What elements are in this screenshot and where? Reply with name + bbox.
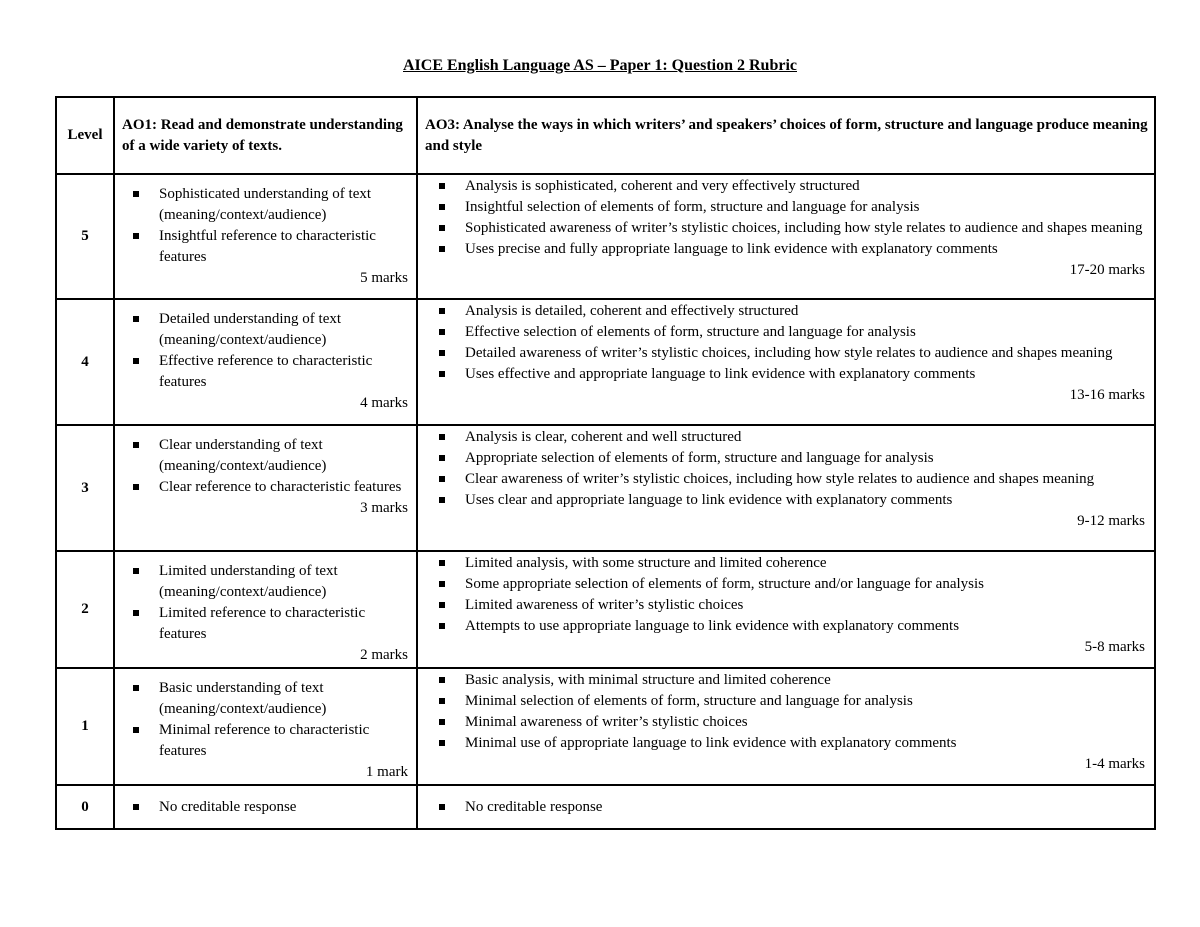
criterion-text: Sophisticated awareness of writer’s stylistic choices, including how style relates to audience and shapes meaning [465, 220, 1143, 236]
list-item [432, 733, 1145, 754]
marks-label: 2 marks [360, 647, 408, 663]
square-bullet-icon [439, 434, 445, 440]
criterion-text: Minimal awareness of writer’s stylistic choices [465, 714, 748, 730]
marks-label: 1 mark [365, 764, 408, 780]
ao1-cell [114, 174, 417, 299]
list-item [432, 301, 1145, 322]
marks-label: 1-4 marks [1084, 756, 1145, 772]
criterion-text: Clear awareness of writer’s stylistic choices, including how style relates to audience and shapes meaning [465, 471, 1095, 487]
ao1-cell [114, 425, 417, 551]
list-item [432, 553, 1145, 574]
square-bullet-icon [439, 350, 445, 356]
ao3-bullet-list [432, 176, 1145, 260]
level-number: 0 [56, 785, 114, 829]
level-number: 5 [56, 174, 114, 299]
list-item [432, 574, 1145, 595]
header-ao1: AO1: Read and demonstrate understanding of a wide variety of texts. [114, 97, 417, 174]
criterion-text: No creditable response [465, 798, 603, 815]
ao1-cell-content [126, 796, 408, 818]
list-item [126, 435, 408, 477]
criterion-text: Uses clear and appropriate language to link evidence with explanatory comments [465, 492, 953, 508]
criterion-text: Attempts to use appropriate language to link evidence with explanatory comments [465, 618, 960, 634]
criterion-text: Insightful reference to characteristic features [159, 228, 376, 265]
ao1-cell-content [126, 552, 408, 666]
header-row [56, 97, 1155, 174]
criterion-text: Uses effective and appropriate language to link evidence with explanatory comments [465, 366, 976, 382]
square-bullet-icon [133, 233, 139, 239]
criterion-text: Detailed awareness of writer’s stylistic choices, including how style relates to audience and shapes meaning [465, 345, 1113, 361]
ao3-cell-content [432, 669, 1145, 775]
list-item [432, 239, 1145, 260]
ao1-cell [114, 668, 417, 785]
ao1-bullet-list [126, 678, 408, 762]
list-item [432, 197, 1145, 218]
ao1-bullet-list [126, 309, 408, 393]
ao1-cell [114, 551, 417, 668]
square-bullet-icon [439, 740, 445, 746]
square-bullet-icon [133, 358, 139, 364]
list-item [432, 712, 1145, 733]
header-ao3: AO3: Analyse the ways in which writers’ and speakers’ choices of form, structure and language produce meaning and style [417, 97, 1155, 174]
criterion-text: Minimal use of appropriate language to link evidence with explanatory comments [465, 735, 957, 751]
criterion-text: Detailed understanding of text (meaning/context/audience) [159, 311, 342, 348]
ao3-bullet-list [432, 301, 1145, 385]
ao3-bullet-list [432, 797, 1145, 818]
level-number: 1 [56, 668, 114, 785]
list-item [432, 322, 1145, 343]
square-bullet-icon [439, 497, 445, 503]
square-bullet-icon [439, 246, 445, 252]
criterion-text: Analysis is sophisticated, coherent and very effectively structured [465, 178, 860, 194]
list-item [126, 797, 408, 818]
list-item [432, 595, 1145, 616]
criterion-text: No creditable response [159, 798, 297, 815]
marks-label: 17-20 marks [1069, 262, 1145, 278]
rubric-row-level-4 [56, 299, 1155, 425]
list-item [126, 561, 408, 603]
square-bullet-icon [439, 225, 445, 231]
square-bullet-icon [439, 183, 445, 189]
square-bullet-icon [439, 560, 445, 566]
marks-label: 3 marks [360, 500, 408, 516]
list-item [432, 797, 1145, 818]
list-item [432, 616, 1145, 637]
square-bullet-icon [439, 476, 445, 482]
criterion-text: Limited understanding of text (meaning/context/audience) [159, 563, 338, 600]
square-bullet-icon [439, 623, 445, 629]
ao3-cell [417, 668, 1155, 785]
ao1-cell-content [126, 426, 408, 519]
criterion-text: Limited reference to characteristic features [159, 605, 366, 642]
square-bullet-icon [133, 316, 139, 322]
rubric-row-level-0 [56, 785, 1155, 829]
list-item [432, 427, 1145, 448]
rubric-row-level-1 [56, 668, 1155, 785]
criterion-text: Limited analysis, with some structure and limited coherence [465, 555, 827, 571]
ao3-bullet-list [432, 427, 1145, 511]
list-item [126, 309, 408, 351]
ao3-cell [417, 299, 1155, 425]
square-bullet-icon [133, 442, 139, 448]
ao1-cell [114, 785, 417, 829]
square-bullet-icon [439, 204, 445, 210]
criterion-text: Effective selection of elements of form, structure and language for analysis [465, 324, 916, 340]
list-item [432, 364, 1145, 385]
square-bullet-icon [439, 308, 445, 314]
criterion-text: Minimal selection of elements of form, structure and language for analysis [465, 693, 913, 709]
list-item [432, 218, 1145, 239]
criterion-text: Effective reference to characteristic features [159, 353, 373, 390]
criterion-text: Appropriate selection of elements of form, structure and language for analysis [465, 450, 934, 466]
criterion-text: Insightful selection of elements of form, structure and language for analysis [465, 199, 920, 215]
square-bullet-icon [133, 685, 139, 691]
criterion-text: Analysis is clear, coherent and well structured [465, 429, 742, 445]
ao1-bullet-list [126, 435, 408, 498]
ao3-cell-content [432, 426, 1145, 532]
criterion-text: Basic understanding of text (meaning/context/audience) [159, 680, 327, 717]
rubric-row-level-2 [56, 551, 1155, 668]
list-item [432, 670, 1145, 691]
marks-label: 13-16 marks [1069, 387, 1145, 403]
criterion-text: Uses precise and fully appropriate language to link evidence with explanatory comments [465, 241, 998, 257]
ao3-cell [417, 551, 1155, 668]
square-bullet-icon [439, 581, 445, 587]
square-bullet-icon [133, 484, 139, 490]
criterion-text: Clear understanding of text (meaning/context/audience) [159, 437, 327, 474]
list-item [432, 490, 1145, 511]
marks-label: 5 marks [360, 270, 408, 286]
square-bullet-icon [439, 804, 445, 810]
rubric-row-level-3 [56, 425, 1155, 551]
list-item [432, 469, 1145, 490]
list-item [432, 691, 1145, 712]
level-number: 3 [56, 425, 114, 551]
square-bullet-icon [133, 727, 139, 733]
marks-label: 9-12 marks [1077, 513, 1145, 529]
ao3-cell [417, 425, 1155, 551]
document-title: AICE English Language AS – Paper 1: Question 2 Rubric [403, 57, 797, 74]
list-item [432, 448, 1145, 469]
ao1-cell-content [126, 300, 408, 414]
ao1-bullet-list [126, 561, 408, 645]
ao1-cell-content [126, 669, 408, 783]
square-bullet-icon [133, 610, 139, 616]
list-item [432, 343, 1145, 364]
ao1-cell-content [126, 175, 408, 289]
ao3-cell [417, 174, 1155, 299]
ao3-bullet-list [432, 670, 1145, 754]
list-item [126, 603, 408, 645]
criterion-text: Minimal reference to characteristic features [159, 722, 370, 759]
level-number: 2 [56, 551, 114, 668]
square-bullet-icon [439, 455, 445, 461]
square-bullet-icon [439, 371, 445, 377]
square-bullet-icon [439, 698, 445, 704]
ao3-cell-content [432, 175, 1145, 281]
list-item [126, 477, 408, 498]
ao1-cell [114, 299, 417, 425]
ao1-bullet-list [126, 184, 408, 268]
level-number: 4 [56, 299, 114, 425]
square-bullet-icon [439, 677, 445, 683]
ao3-bullet-list [432, 553, 1145, 637]
criterion-text: Some appropriate selection of elements of form, structure and/or language for analysis [465, 576, 984, 592]
list-item [126, 184, 408, 226]
criterion-text: Sophisticated understanding of text (meaning/context/audience) [159, 186, 372, 223]
criterion-text: Limited awareness of writer’s stylistic choices [465, 597, 744, 613]
ao1-bullet-list [126, 797, 408, 818]
list-item [126, 226, 408, 268]
square-bullet-icon [133, 804, 139, 810]
criterion-text: Clear reference to characteristic features [159, 479, 402, 495]
ao3-cell-content [432, 552, 1145, 658]
rubric-row-level-5 [56, 174, 1155, 299]
square-bullet-icon [439, 329, 445, 335]
list-item [126, 351, 408, 393]
square-bullet-icon [439, 602, 445, 608]
list-item [126, 720, 408, 762]
marks-label: 4 marks [360, 395, 408, 411]
marks-label: 5-8 marks [1084, 639, 1145, 655]
ao3-cell [417, 785, 1155, 829]
criterion-text: Basic analysis, with minimal structure and limited coherence [465, 672, 831, 688]
list-item [126, 678, 408, 720]
square-bullet-icon [439, 719, 445, 725]
ao3-cell-content [432, 796, 1145, 818]
ao3-cell-content [432, 300, 1145, 406]
criterion-text: Analysis is detailed, coherent and effectively structured [465, 303, 799, 319]
list-item [432, 176, 1145, 197]
square-bullet-icon [133, 568, 139, 574]
header-level: Level [56, 97, 114, 174]
square-bullet-icon [133, 191, 139, 197]
rubric-table [55, 96, 1156, 830]
